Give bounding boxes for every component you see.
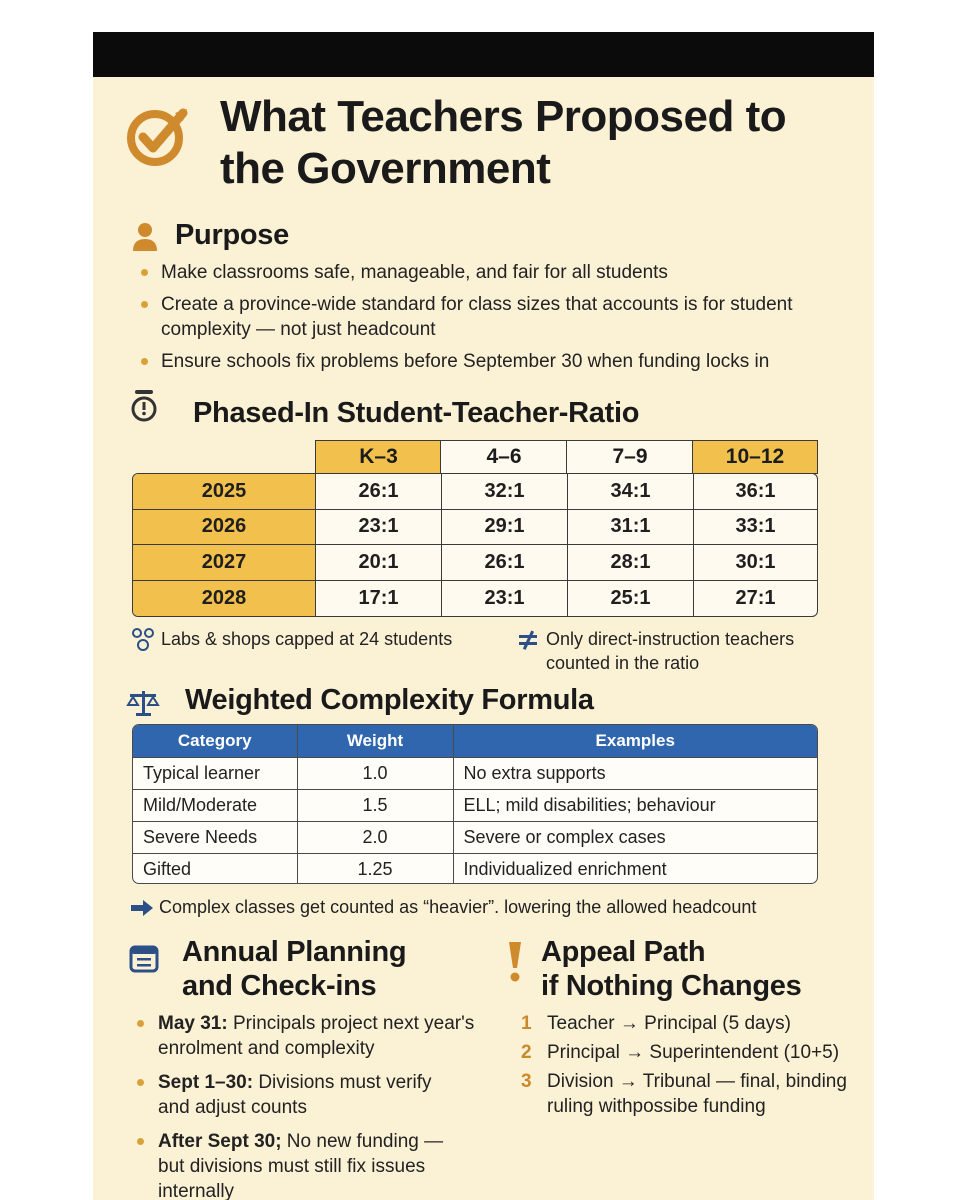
ratio-cell: 31:1: [568, 510, 694, 546]
examples-cell: No extra supports: [453, 758, 817, 790]
top-black-bar: [93, 32, 874, 77]
formula-note: Complex classes get counted as “heavier”. lowering the allowed headcount: [159, 897, 757, 917]
list-item: [521, 1040, 861, 1065]
column-header: Examples: [453, 725, 817, 758]
item-label: After Sept 30;: [158, 1131, 282, 1152]
ratio-cell: 20:1: [316, 545, 442, 581]
appeal-heading-line2: if Nothing Changes: [541, 970, 802, 1002]
planning-heading: [182, 935, 406, 1003]
appeal-heading-line1: Appeal Path: [541, 936, 706, 968]
ratio-cell: 17:1: [316, 581, 442, 617]
item-text: No new funding — but divisions must still fix issues internally: [158, 1131, 444, 1200]
list-item: Make classrooms safe, manageable, and fair for all students: [131, 260, 851, 285]
weight-cell: 1.0: [297, 758, 453, 790]
list-item: [521, 1069, 857, 1119]
ratio-cell: 29:1: [442, 510, 568, 546]
category-cell: Gifted: [133, 854, 297, 885]
ratio-cell: 34:1: [568, 474, 694, 510]
year-cell: 2025: [133, 474, 316, 510]
column-header: 4–6: [440, 440, 568, 474]
year-cell: 2026: [133, 510, 316, 546]
planning-list: [128, 1011, 488, 1200]
item-label: May 31:: [158, 1013, 228, 1034]
ratio-cell: 23:1: [442, 581, 568, 617]
appeal-steps: [521, 1011, 861, 1123]
appeal-heading: [541, 935, 801, 1003]
ratio-cell: 27:1: [735, 586, 776, 609]
table-row: [133, 822, 817, 854]
category-cell: Typical learner: [133, 758, 297, 790]
planning-heading-line2: and Check-ins: [182, 970, 377, 1002]
list-item: [521, 1011, 861, 1036]
list-item: Ensure schools fix problems before September 30 when funding locks in: [131, 349, 851, 374]
weight-cell: 1.5: [297, 790, 453, 822]
item-text: Principals project next year's enrolment and complexity: [158, 1013, 475, 1059]
list-item: [128, 1011, 488, 1061]
poster: [93, 77, 874, 1200]
arrow-right-icon: [130, 899, 154, 917]
column-header: Category: [133, 725, 297, 758]
year-cell: 2028: [133, 581, 316, 617]
direct-instruction-note: Only direct-instruction teachers counted in the ratio: [546, 629, 795, 673]
list-item: Create a province-wide standard for class sizes that accounts is for student complexity — not just headcount: [131, 292, 801, 342]
ratio-grid: [132, 473, 818, 617]
year-cell: 2027: [133, 545, 316, 581]
list-item: [128, 1129, 458, 1200]
examples-cell: ELL; mild disabilities; behaviour: [453, 790, 817, 822]
planning-heading-line1: Annual Planning: [182, 936, 407, 968]
ratio-cell: 26:1: [316, 474, 442, 510]
purpose-list: [131, 260, 851, 381]
ratio-cell: 32:1: [442, 474, 568, 510]
ratio-cell: 33:1: [694, 510, 817, 546]
ratio-cell: 25:1: [568, 581, 694, 617]
category-cell: Severe Needs: [133, 822, 297, 854]
examples-cell: Individualized enrichment: [453, 854, 817, 885]
weight-table: [132, 724, 818, 884]
step-text: Division → Tribunal — final, binding ruling withpossibe funding: [547, 1071, 847, 1117]
weight-cell: 1.25: [297, 854, 453, 885]
ratio-cell: 23:1: [316, 510, 442, 546]
step-text: Teacher → Principal (5 days): [547, 1013, 791, 1034]
step-text: Principal → Superintendent (10+5): [547, 1042, 840, 1063]
beakers-icon: [131, 627, 155, 653]
alarm-clock-icon: [129, 389, 159, 423]
item-label: Sept 1–30:: [158, 1072, 254, 1093]
ratio-cell: 28:1: [568, 545, 694, 581]
ratio-table: [132, 440, 818, 616]
page-title: What Teachers Proposed to the Government: [220, 92, 787, 193]
weight-cell: 2.0: [297, 822, 453, 854]
ratio-heading: Phased-In Student-Teacher-Ratio: [193, 397, 640, 429]
step-number: 1: [521, 1013, 532, 1034]
column-header: K–3: [315, 440, 442, 474]
step-number: 2: [521, 1042, 532, 1063]
ratio-cell: 36:1: [694, 474, 817, 510]
not-equal-icon: [517, 629, 539, 651]
table-row: [133, 758, 817, 790]
calendar-icon: [129, 943, 159, 973]
table-row: [133, 790, 817, 822]
column-header: Weight: [297, 725, 453, 758]
formula-heading: Weighted Complexity Formula: [185, 684, 594, 716]
column-header: 7–9: [566, 440, 694, 474]
person-icon: [131, 222, 159, 252]
ratio-cell: 30:1: [694, 545, 817, 581]
table-row: [133, 854, 817, 885]
ratio-cell: 26:1: [442, 545, 568, 581]
examples-cell: Severe or complex cases: [453, 822, 817, 854]
labs-note: Labs & shops capped at 24 students: [161, 629, 453, 649]
scales-icon: [126, 689, 160, 717]
purpose-heading: Purpose: [175, 219, 289, 251]
list-item: [128, 1070, 458, 1120]
item-text: Divisions must verify and adjust counts: [158, 1072, 432, 1118]
column-header: 10–12: [692, 440, 818, 474]
step-number: 3: [521, 1071, 532, 1092]
exclamation-icon: [505, 940, 525, 984]
category-cell: Mild/Moderate: [133, 790, 297, 822]
check-target-icon: [125, 105, 195, 167]
